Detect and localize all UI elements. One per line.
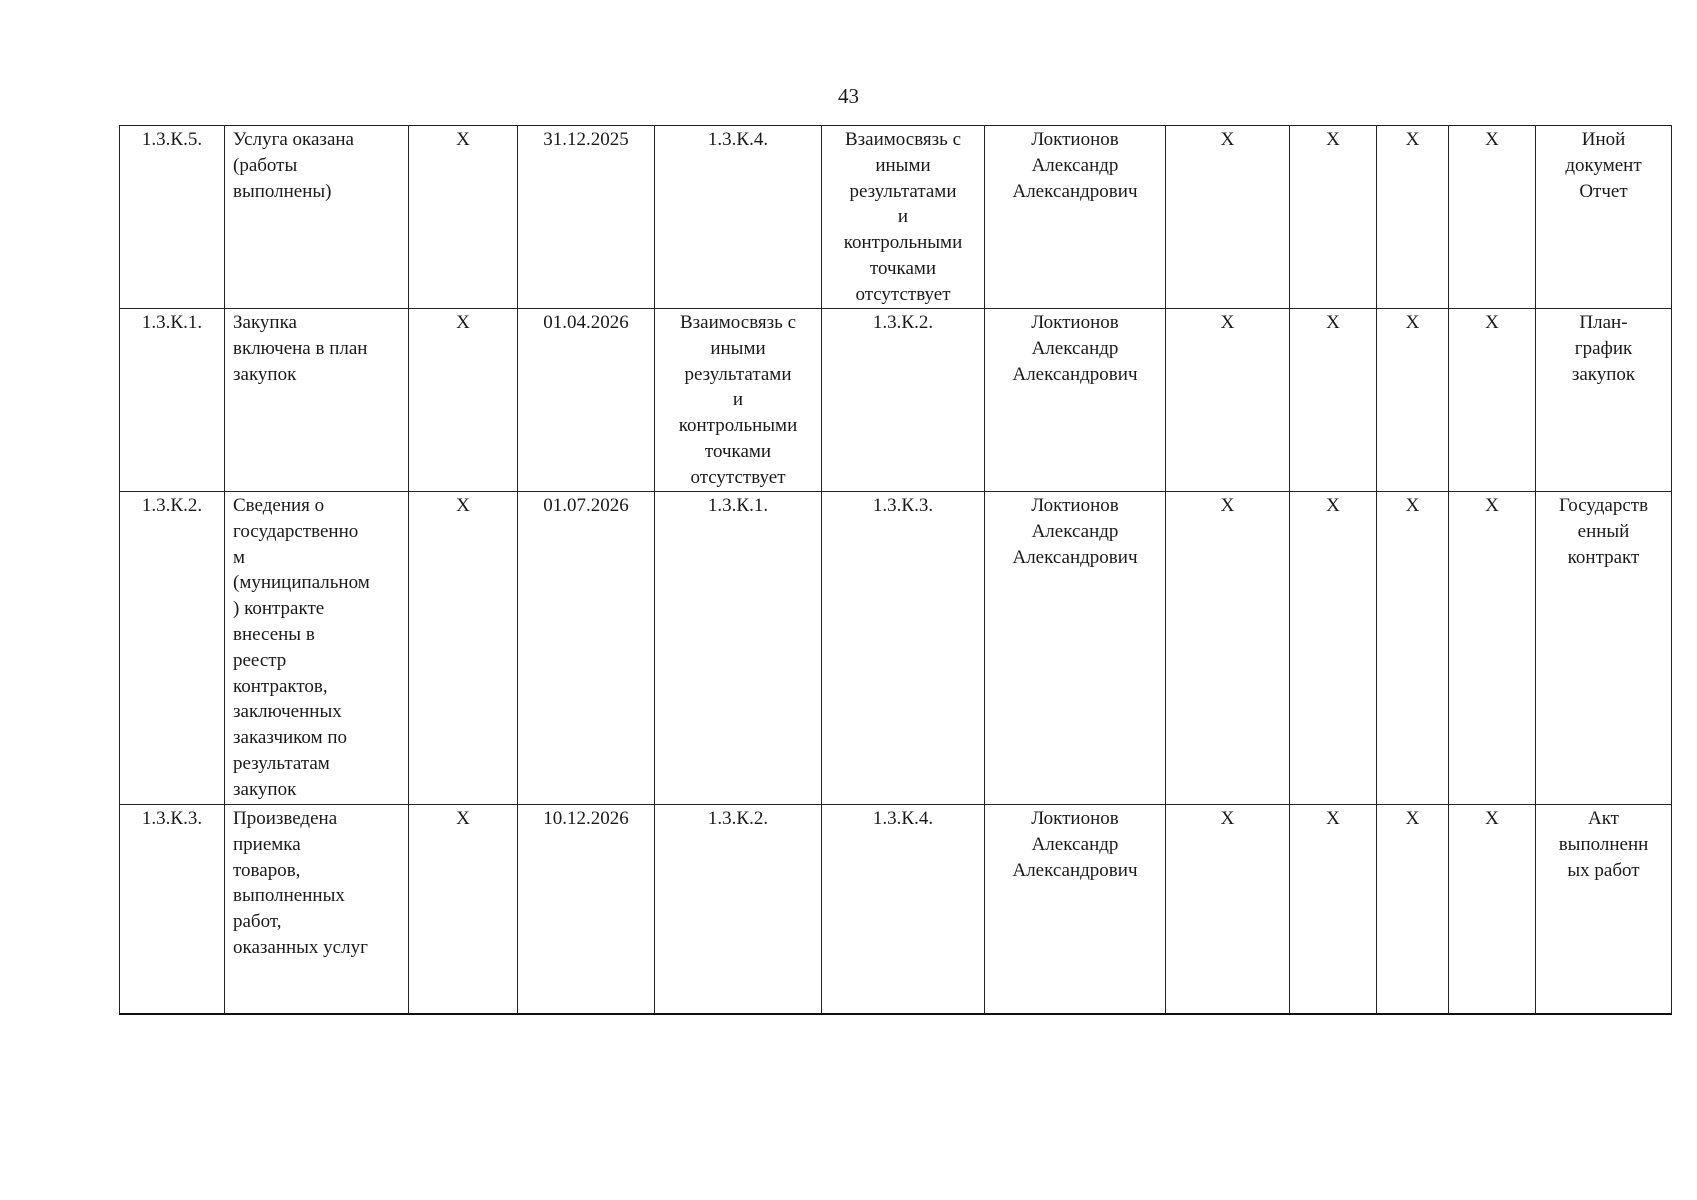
table-row: [120, 126, 1672, 309]
cell-code: 1.3.К.5.: [120, 126, 225, 309]
cell-x: Х: [409, 309, 518, 492]
cell-x: Х: [409, 805, 518, 1014]
cell-next: Взаимосвязь с иными результатами и контрольными точками отсутствует: [822, 126, 985, 309]
cell-document: Иной документ Отчет: [1536, 126, 1672, 309]
cell-previous: 1.3.К.4.: [655, 126, 822, 309]
cell-name: Закупка включена в план закупок: [225, 309, 409, 492]
cell-x: Х: [1377, 126, 1449, 309]
cell-previous: 1.3.К.1.: [655, 492, 822, 805]
page-number: 43: [838, 84, 859, 108]
cell-x: Х: [1449, 126, 1536, 309]
cell-x: Х: [1449, 309, 1536, 492]
cell-x: Х: [1377, 309, 1449, 492]
cell-x: Х: [409, 492, 518, 805]
cell-x: Х: [1377, 492, 1449, 805]
cell-x: Х: [1166, 492, 1290, 805]
cell-date: 10.12.2026: [518, 805, 655, 1014]
cell-x: Х: [409, 126, 518, 309]
cell-x: Х: [1449, 492, 1536, 805]
cell-responsible: Локтионов Александр Александрович: [985, 309, 1166, 492]
cell-responsible: Локтионов Александр Александрович: [985, 492, 1166, 805]
cell-x: Х: [1449, 805, 1536, 1014]
cell-responsible: Локтионов Александр Александрович: [985, 126, 1166, 309]
cell-x: Х: [1166, 805, 1290, 1014]
cell-date: 01.04.2026: [518, 309, 655, 492]
cell-x: Х: [1166, 126, 1290, 309]
cell-next: 1.3.К.4.: [822, 805, 985, 1014]
cell-name: Сведения о государственно м (муниципальном ) контракте внесены в реестр контрактов, заключенных заказчиком по результатам закупок: [225, 492, 409, 805]
cell-x: Х: [1290, 805, 1377, 1014]
table-body: [120, 126, 1672, 1014]
cell-date: 01.07.2026: [518, 492, 655, 805]
cell-name: Услуга оказана (работы выполнены): [225, 126, 409, 309]
cell-document: План- график закупок: [1536, 309, 1672, 492]
control-points-table: [119, 125, 1672, 1015]
cell-x: Х: [1166, 309, 1290, 492]
cell-document: Акт выполненн ых работ: [1536, 805, 1672, 1014]
table-row: [120, 309, 1672, 492]
cell-x: Х: [1290, 309, 1377, 492]
cell-document: Государств енный контракт: [1536, 492, 1672, 805]
cell-code: 1.3.К.3.: [120, 805, 225, 1014]
cell-x: Х: [1377, 805, 1449, 1014]
cell-previous: 1.3.К.2.: [655, 805, 822, 1014]
cell-code: 1.3.К.1.: [120, 309, 225, 492]
cell-x: Х: [1290, 492, 1377, 805]
cell-next: 1.3.К.2.: [822, 309, 985, 492]
cell-code: 1.3.К.2.: [120, 492, 225, 805]
cell-responsible: Локтионов Александр Александрович: [985, 805, 1166, 1014]
cell-date: 31.12.2025: [518, 126, 655, 309]
cell-name: Произведена приемка товаров, выполненных работ, оказанных услуг: [225, 805, 409, 1014]
table-row: [120, 805, 1672, 1014]
table-row: [120, 492, 1672, 805]
cell-previous: Взаимосвязь с иными результатами и контрольными точками отсутствует: [655, 309, 822, 492]
cell-x: Х: [1290, 126, 1377, 309]
cell-next: 1.3.К.3.: [822, 492, 985, 805]
